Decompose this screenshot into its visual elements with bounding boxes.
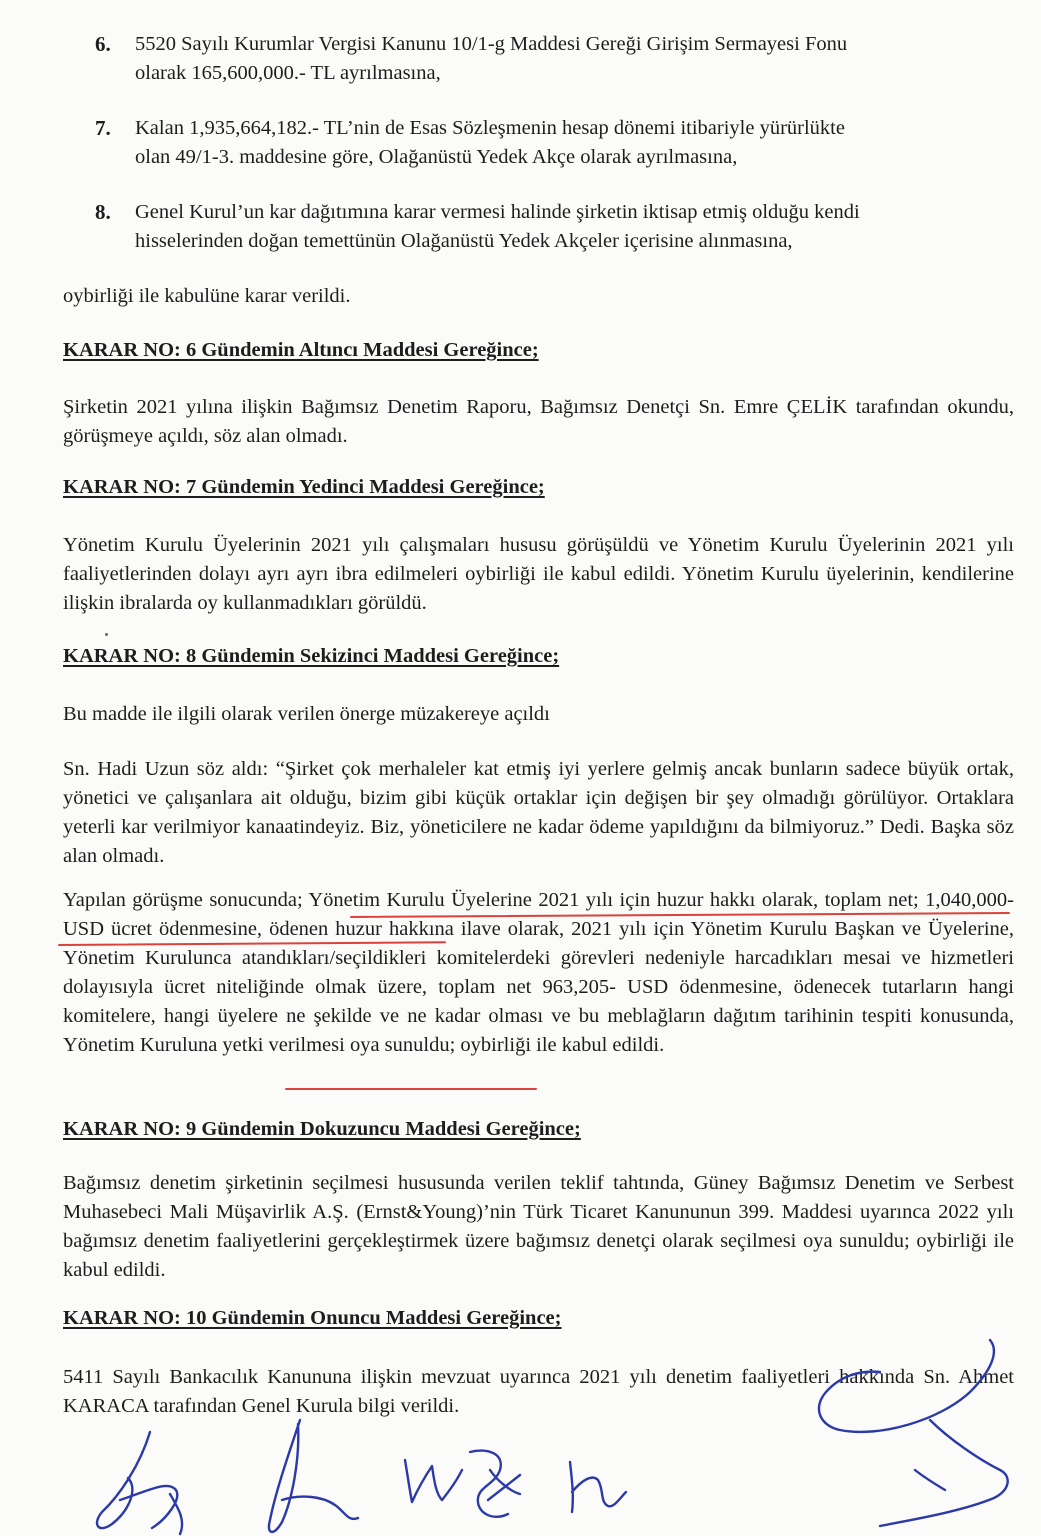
section-6-paragraph: Şirketin 2021 yılına ilişkin Bağımsız Denetim Raporu, Bağımsız Denetçi Sn. Emre ÇELİK tarafından okundu, görüşmeye açıldı, söz alan olmadı. (63, 396, 1014, 447)
section-heading-7: KARAR NO: 7 Gündemin Yedinci Maddesi Gereğince; (63, 476, 545, 498)
closing-text: oybirliği ile kabulüne karar verildi. (63, 285, 351, 307)
item-line: Kalan 1,935,664,182.- TL’nin de Esas Sözleşmenin hesap dönemi itibariyle yürürlükte (135, 117, 845, 139)
signature-3 (405, 1460, 462, 1502)
section-8-paragraph-1: Bu madde ile ilgili olarak verilen önerge müzakereye açıldı (63, 703, 550, 725)
section-10-paragraph: 5411 Sayılı Bankacılık Kanununa ilişkin mevzuat uyarınca 2021 yılı denetim faaliyetleri hakkında Sn. Ahmet KARACA tarafından Genel Kurula bilgi verildi. (63, 1366, 1014, 1417)
item-number: 8. (95, 200, 111, 224)
section-9-paragraph: Bağımsız denetim şirketinin seçilmesi hususunda verilen teklif tahtında, Güney Bağımsız Denetim ve Serbest Muhasebeci Mali Müşavirlik A.Ş. (Ernst&Young)’nin Türk Ticaret Kanununun 399. Maddesi uyarınca 2022 yılı bağımsız denetim faaliyetlerini gerçekleştirmek üzere bağımsız denetçi olarak seçilmesi oya sunuldu; oybirliği ile kabul edildi. (63, 1172, 1014, 1281)
signature-4 (470, 1451, 520, 1517)
section-8-paragraph-3: Yapılan görüşme sonucunda; Yönetim Kurulu Üyelerine 2021 yılı için huzur hakkı olarak, toplam net; 1,040,000- USD ücret ödenmesine, ödenen huzur hakkına ilave olarak, 2021 yılı için Yönetim Kurulu Başkan ve Üyelerine, Yönetim Kurulunca atandıkları/seçildikleri komitelerdeki görevleri nedeniyle harcadıkları mesai ve hizmetleri dolayısıyla ücret niteliğinde olmak üzere, toplam net 963,205- USD ödenmesine, ödenecek tutarların hangi komitelere, hangi üyelere ne şekilde ve ne kadar olması ve bu meblağların dağıtım tarihinin tespiti konusunda, Yönetim Kuruluna yetki verilmesi oya sunuldu; oybirliği ile kabul edildi. (63, 889, 1014, 1056)
item-line: hisselerinden doğan temettünün Olağanüstü Yedek Akçeler içerisine alınmasına, (135, 230, 793, 252)
item-line: olan 49/1-3. maddesine göre, Olağanüstü Yedek Akçe olarak ayrılmasına, (135, 146, 738, 168)
section-heading-8: KARAR NO: 8 Gündemin Sekizinci Maddesi Gereğince; (63, 645, 560, 667)
signature-2 (269, 1420, 358, 1532)
item-line: Genel Kurul’un kar dağıtımına karar vermesi halinde şirketin iktisap etmiş olduğu kendi (135, 201, 860, 223)
item-number: 6. (95, 32, 111, 56)
item-number: 7. (95, 116, 111, 140)
signature-1 (97, 1432, 182, 1534)
section-heading-6: KARAR NO: 6 Gündemin Altıncı Maddesi Gereğince; (63, 339, 539, 361)
signature-6 (819, 1340, 1008, 1526)
section-heading-10: KARAR NO: 10 Gündemin Onuncu Maddesi Gereğince; (63, 1307, 562, 1329)
signature-5 (570, 1462, 626, 1512)
section-7-paragraph: Yönetim Kurulu Üyelerinin 2021 yılı çalışmaları hususu görüşüldü ve Yönetim Kurulu Üyelerinin 2021 yılı faaliyetlerinden dolayı ayrı ayrı ibra edilmeleri oybirliği ile kabul edildi. Yönetim Kurulu üyelerinin, kendilerine ilişkin ibralarda oy kullanmadıkları görüldü. (63, 534, 1014, 614)
section-8-paragraph-2: Sn. Hadi Uzun söz aldı: “Şirket çok merhaleler kat etmiş iyi yerlere gelmiş ancak bunların sadece büyük ortak, yönetici ve çalışanlara ait olduğu, bizim gibi küçük ortaklar için değişen bir şey olmadığı görülüyor. Ortaklara yeterli kar verilmiyor kanaatindeyiz. Biz, yöneticilere ne kadar ödeme yapıldığını da bilmiyoruz.” Dedi. Başka söz alan olmadı. (63, 758, 1014, 867)
item-line: 5520 Sayılı Kurumlar Vergisi Kanunu 10/1-g Maddesi Gereği Girişim Sermayesi Fonu (135, 33, 848, 55)
item-line: olarak 165,600,000.- TL ayrılmasına, (135, 62, 441, 84)
section-heading-9: KARAR NO: 9 Gündemin Dokuzuncu Maddesi Gereğince; (63, 1118, 581, 1140)
